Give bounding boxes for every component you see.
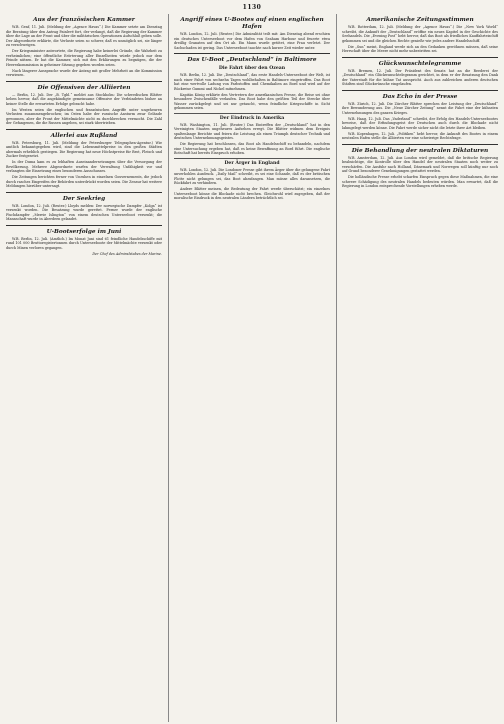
article-paragraph: Die holländische Presse erhebt scharfen Einspruch gegen diese Maßnahmen, die eine schwere Schädigung des neutralen Handels bedeuten würden. Man erwartet, daß die Regierung in London entsprechende Vorstellungen erheben werde. [342,175,498,188]
article-paragraph: W.B. Kopenhagen, 12. Juli. „Politiken“ hebt hervor, die Ankunft des Bootes in einem neutralen Hafen stelle die Alliierten vor eine schwierige Rechtsfrage. [342,131,498,140]
article-divider [6,225,162,226]
article-headline: Die Offensiven der Alliierten [37,84,131,91]
article-paragraph: Der Kriegsminister antwortete, die Regierung habe keinerlei Gründe, die Wahrheit zu verheimlichen; eine öffentliche Erörterung aller Einzelheiten würde jedoch nur dem Feinde nützen. Er bat die Kammer, sich mit den Erklärungen zu begnügen, die der Heereskommission in geheimer Sitzung gegeben worden seien. [6,49,162,67]
article-subhead: Der Eindruck in Amerika [219,115,285,121]
article-divider [6,192,162,193]
article-paragraph: W.B. Zürich, 12. Juli. Die Zürcher Blätter sprechen der Leistung der „Deutschland“ ihre Bewunderung aus. Die „Neue Zürcher Zeitung“ nennt die Fahrt eine der kühnsten Unternehmungen des ganzen Krieges. [342,101,498,115]
article-divider [342,144,498,145]
article-paragraph: W.B. Washington, 11. Juli. (Reuter.) Das Eintreffen der „Deutschland“ hat in den Vereinigten Staaten ungeheures Aufsehen erregt. Die Blätter widmen dem Ereignis spaltenlange Berichte und feiern die Leistung als einen Triumph deutscher Technik und deutschen Unternehmungsgeistes. [174,122,330,140]
article-headline: Das Echo in der Presse [382,93,458,100]
article-paragraph: W.B. Genf, 11. Juli. (Meldung der „Agence Havas“.) Die Kammer setzte am Dienstag die Beratung über den Antrag Painlevé fort, der verlangt, daß die Regierung der Kammer über die Lage an der Front und über die militärischen Operationen Aufschluß geben solle. Der Abgeordnete erklärte, die Verluste seien so schwer, daß es unmöglich sei, sie länger zu verschweigen. [6,25,162,47]
page-number: 1130 [242,4,262,11]
column-container [6,14,498,722]
section-divider [174,113,330,114]
article-paragraph: W.B. London, 12. Juli. (Reuter.) Lloyds melden: Der norwegische Dampfer „Kolga“ ist versenkt worden. Die Besatzung wurde gerettet. Ferner wurde der englische Fischdampfer „Merrie Islington“ von einem deutschen Unterseeboot versenkt; die Mannschaft wurde in Aberdeen gelandet. [6,203,162,221]
article-headline: Die Behandlung der neutralen Diktaturen [351,147,489,154]
article-paragraph: Die „Sun“ meint, England werde sich an den Gedanken gewöhnen müssen, daß seine Herrschaft über die Meere nicht mehr unbestritten sei. [342,44,498,53]
article-paragraph: Die Zeitungen berichten ferner von Unruhen in einzelnen Gouvernements, die jedoch durch rasches Eingreifen der Behörden unterdrückt worden seien. Die Zensur hat weitere Meldungen hierüber untersagt. [6,175,162,188]
article-paragraph: W.B. London, 12. Juli. Die Londoner Presse gibt ihrem Ärger über die gelungene Fahrt unverhohlen Ausdruck. „Daily Mail“ schreibt, es sei eine Schande, daß es der britischen Flotte nicht gelungen sei, das Boot abzufangen. Man müsse alles daransetzen, die Rückfahrt zu verhindern. [174,167,330,185]
article-subhead: Die Fahrt über den Ozean [218,66,286,71]
article-divider [6,129,162,130]
article-paragraph: W.B. London, 12. Juli. (Reuter.) Die Admiralität teilt mit: Am Dienstag abend erschien ein deutsches Unterseeboot vor dem Hafen von Seaham Harbour und feuerte etwa dreißig Granaten auf den Ort ab. Ein Mann wurde getötet, eine Frau verletzt. Der Sachschaden ist gering. Das Unterseeboot tauchte nach kurzer Zeit wieder unter. [174,32,330,50]
article-divider [342,90,498,91]
article-headline: Das U-Boot „Deutschland“ in Baltimore [187,57,317,63]
section-divider [174,158,330,159]
article-paragraph: W.B. Berlin, 12. Juli. (Amtlich.) Im Monat Juni sind 61 feindliche Handelsschiffe mit rund 101 000 Bruttoregistertonnen durch Unterseeboote der Mittelmächte versenkt oder durch Minen verloren gegangen. [6,236,162,250]
column-middle [168,14,330,722]
article-subhead: Der Ärger in England [224,160,280,166]
article-paragraph: W.B. Haag, 12. Juli. Das „Vaderland“ schreibt, der Erfolg des Handels-Unterseebootes beweise, daß der Erfindungsgeist der Deutschen auch durch die Blockade nicht lahmgelegt werden könne. Die Fahrt werde sicher nicht die letzte ihrer Art bleiben. [342,116,498,130]
article-divider [6,81,162,82]
column-left [6,14,162,722]
article-paragraph: Die Regierung hat beschlossen, das Boot als Handelsschiff zu behandeln, nachdem eine Untersuchung ergeben hat, daß es keine Bewaffnung an Bord führt. Die englische Botschaft hat bereits Einspruch erhoben. [174,142,330,155]
article-paragraph: — Berlin, 12. Juli. Der „B. Tgbl.“ meldet aus Stockholm: Die schwedischen Blätter heben hervor, daß die angekündigte gemeinsame Offensive der Verbündeten bisher an keiner Stelle die erwarteten Erfolge gebracht habe. [6,92,162,106]
article-headline: Aus der französischen Kammer [33,17,135,23]
article-headline: Angriff eines U-Bootes auf einen englischen Hafen [180,17,324,30]
article-paragraph: W.B. Petersburg, 11. Juli. (Meldung der Petersburger Telegraphen-Agentur.) Wie amtlich bekanntgegeben wird, sind die Lebensmittelpreise in den großen Städten abermals erheblich gestiegen. Die Regierung hat neue Höchstpreise für Brot, Fleisch und Zucker festgesetzt. [6,140,162,158]
article-headline: U-Bootserfolge im Juni [46,228,122,235]
article-signoff: Der Chef des Admiralstabes der Marine. [92,251,162,256]
article-paragraph: W.B. Berlin, 12. Juli. Die „Deutschland“, das erste Handels-Unterseeboot der Welt, ist nach einer Fahrt von sechzehn Tagen wohlbehalten in Baltimore eingetroffen. Das Boot hat eine wertvolle Ladung von Farbstoffen und Chemikalien an Bord und wird auf der Rückreise Gummi und Nickel mitnehmen. [174,73,330,91]
article-paragraph: Andere Blätter meinen, die Bedeutung der Fahrt werde überschätzt; ein einzelnes Unterseeboot könne die Blockade nicht brechen. Gleichwohl wird zugegeben, daß der moralische Eindruck in den neutralen Ländern beträchtlich sei. [174,187,330,200]
article-paragraph: W.B. Amsterdam, 12. Juli. Aus London wird gemeldet, daß die britische Regierung beabsichtige, die Kontrolle über den Handel der neutralen Staaten noch weiter zu verschärfen. Die Ausfuhr nach Holland, Dänemark und Norwegen soll künftig nur noch auf Grund besonderer Genehmigungen gestattet werden. [342,155,498,173]
article-headline: Amerikanische Zeitungsstimmen [366,17,474,23]
column-right [336,14,498,722]
article-paragraph: In der Duma kam es zu lebhaften Auseinandersetzungen über die Versorgung der Bevölkerung. Mehrere Abgeordnete warfen der Verwaltung Unfähigkeit vor und verlangten die Einsetzung eines besonderen Ausschusses. [6,160,162,173]
article-paragraph: Nach längerer Aussprache wurde der Antrag mit großer Mehrheit an die Kommission verwiesen. [6,68,162,77]
article-paragraph: W.B. Rotterdam, 12. Juli. (Meldung der „Agence Havas“.) Die „New York World“ schreibt, die Ankunft der „Deutschland“ eröffne ein neues Kapitel in der Geschichte des Seehandels. Die „Evening Post“ hebt hervor, daß das Boot als friedliches Kauffahrteischiff gekommen sei und die gleichen Rechte genieße wie jedes andere Handelsschiff. [342,25,498,43]
article-divider [342,57,498,58]
article-divider [174,53,330,54]
article-paragraph: W.B. Bremen, 12. Juli. Der Präsident des Senats hat an die Reederei der „Deutschland“ ein Glückwunschtelegramm gerichtet, in dem er der Besatzung den Dank der Vaterstadt für die kühne Tat ausspricht. Auch aus zahlreichen anderen deutschen Städten sind Glückwünsche eingelaufen. [342,68,498,86]
article-headline: Der Seekrieg [62,195,106,202]
article-headline: Allerlei aus Rußland [50,132,118,139]
article-headline: Glückwunschtelegramme [378,60,462,67]
article-paragraph: Im Westen seien die englischen und französischen Angriffe unter ungeheuren Verlusten zusammengebrochen; im Osten habe der russische Ansturm zwar Gelände gewonnen, aber die Front der Mittelmächte nicht zu durchbrechen vermocht. Die Zahl der Gefangenen, die die Russen angeben, sei stark übertrieben. [6,107,162,125]
article-paragraph: Kapitän König erklärte den Vertretern der amerikanischen Presse, die Reise sei ohne besondere Zwischenfälle verlaufen. Das Boot habe den größten Teil der Strecke über Wasser zurückgelegt und sei nur getaucht, wenn feindliche Kriegsschiffe in Sicht gekommen seien. [174,92,330,110]
